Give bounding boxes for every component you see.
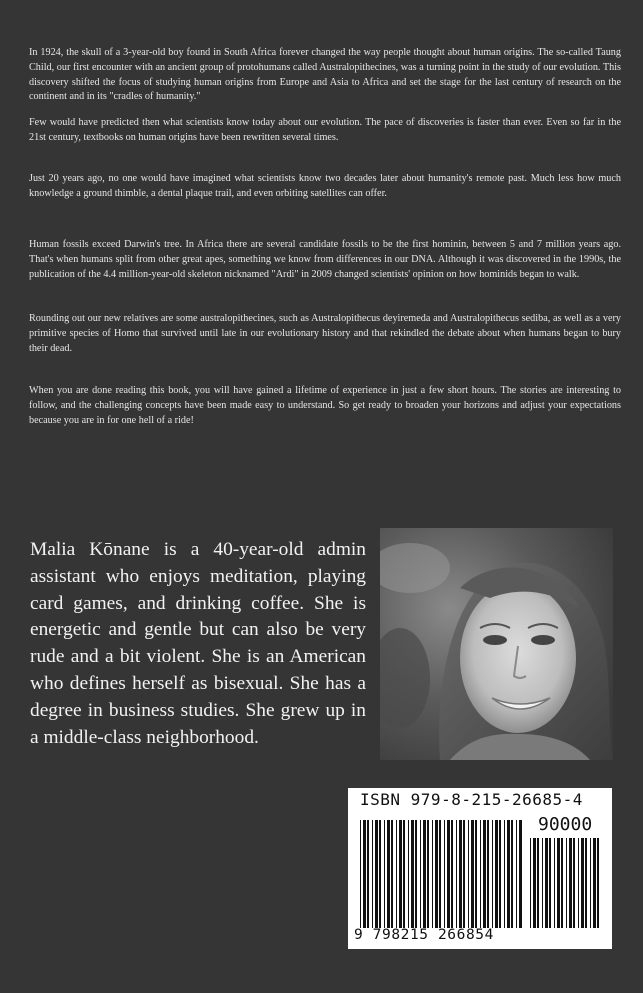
isbn-label: ISBN 979-8-215-26685-4 xyxy=(360,790,583,809)
barcode-bar xyxy=(468,820,469,928)
barcode-bar xyxy=(411,820,414,928)
blurb-paragraph-4: Human fossils exceed Darwin's tree. In Africa there are several candidate fossils to be the first hominin, between 5 and 7 million years ago. That's when humans split from other great apes, something we know from differences in our DNA. Although it was discovered in the 1990s, the publication of the 4.4 million-year-old skeleton nicknamed "Ardi" in 2009 changed scientists' opinion on how hominids began to walk. xyxy=(29,239,621,280)
barcode-bar xyxy=(432,820,433,928)
barcode-bar xyxy=(511,820,513,928)
barcode-bar xyxy=(545,838,548,928)
barcode-bar xyxy=(475,820,477,928)
author-portrait-image xyxy=(380,528,613,760)
barcode-bar xyxy=(597,838,599,928)
barcode-bar xyxy=(495,820,498,928)
barcode-bar xyxy=(530,838,531,928)
barcode-bar xyxy=(516,820,517,928)
price-code: 90000 xyxy=(538,814,593,835)
barcode-bar xyxy=(360,820,361,928)
barcode-bar xyxy=(499,820,501,928)
barcode-bar xyxy=(483,820,486,928)
barcode-bar xyxy=(435,820,438,928)
barcode-bar xyxy=(384,820,385,928)
isbn-barcode xyxy=(348,788,612,949)
barcode-bar xyxy=(542,838,543,928)
barcode-bar xyxy=(566,838,567,928)
barcode-digits: 9 798215 266854 xyxy=(354,927,494,943)
barcode-bar xyxy=(569,838,572,928)
barcode-bar xyxy=(375,820,378,928)
barcode-bar xyxy=(387,820,390,928)
barcode-bar xyxy=(590,838,591,928)
barcode-bar xyxy=(367,820,369,928)
barcode-bar xyxy=(557,838,560,928)
barcode-bar xyxy=(396,820,397,928)
barcode-bar xyxy=(480,820,481,928)
barcode-bar xyxy=(554,838,555,928)
barcode-bar xyxy=(573,838,575,928)
barcode-bar xyxy=(504,820,505,928)
barcode-bar xyxy=(420,820,421,928)
barcode-bar xyxy=(487,820,489,928)
blurb-paragraph-5: Rounding out our new relatives are some australopithecines, such as Australopithecus deyiremeda and Australopithecus sediba, as well as a very primitive species of Homo that survived until late in our evolutionary history and that rekindled the debate about when humans began to bury their dead. xyxy=(29,313,621,354)
barcode-bar xyxy=(581,838,584,928)
barcode-bar xyxy=(507,820,510,928)
blurb-paragraph-3: Just 20 years ago, no one would have imagined what scientists know two decades later about humanity's remote past. Much less how much knowledge a ground thimble, a dental plaque trail, and even orbiting satellites can offer. xyxy=(29,173,621,199)
barcode-bar xyxy=(439,820,441,928)
barcode-bar xyxy=(585,838,587,928)
barcode-bar xyxy=(415,820,417,928)
blurb-paragraph-1: In 1924, the skull of a 3-year-old boy found in South Africa forever changed the way people thought about human origins. The so-called Taung Child, our first encounter with an ancient group of protohumans called Australopithecines, was a turning point in the study of our evolution. This discovery shifted the focus of studying human origins from Europe and Asia to Africa and set the stage for the last century of research on the continent and in its "cradles of humanity." xyxy=(29,47,621,103)
author-photo xyxy=(380,528,613,760)
barcode-bar xyxy=(379,820,381,928)
barcode-bar xyxy=(391,820,393,928)
barcode-bar xyxy=(444,820,445,928)
barcode-bar xyxy=(363,820,366,928)
barcode-bar xyxy=(408,820,409,928)
barcode-bar xyxy=(447,820,450,928)
barcode-bar xyxy=(459,820,462,928)
ean-barcode-bars xyxy=(360,820,525,928)
barcode-bar xyxy=(578,838,579,928)
barcode-bar xyxy=(427,820,429,928)
barcode-bar xyxy=(372,820,373,928)
barcode-bar xyxy=(456,820,457,928)
barcode-bar xyxy=(451,820,453,928)
barcode-bar xyxy=(533,838,536,928)
barcode-bar xyxy=(463,820,465,928)
barcode-bar xyxy=(471,820,474,928)
barcode-bar xyxy=(561,838,563,928)
barcode-bar xyxy=(423,820,426,928)
barcode-bar xyxy=(593,838,596,928)
author-bio: Malia Kōnane is a 40-year-old admin assistant who enjoys meditation, playing card games, and drinking coffee. She is energetic and gentle but can also be very rude and a bit violent. She is an American who defines herself as bisexual. She has a degree in business studies. She grew up in a middle-class neighborhood. xyxy=(30,539,366,748)
barcode-bar xyxy=(403,820,405,928)
blurb-paragraph-2: Few would have predicted then what scientists know today about our evolution. The pace of discoveries is faster than ever. Even so far in the 21st century, textbooks on human origins have been rewritten several times. xyxy=(29,117,621,143)
barcode-bar xyxy=(537,838,539,928)
addon-barcode-bars xyxy=(530,838,602,928)
barcode-bar xyxy=(492,820,493,928)
barcode-bar xyxy=(399,820,402,928)
blurb-paragraph-6: When you are done reading this book, you will have gained a lifetime of experience in just a few short hours. The stories are interesting to follow, and the challenging concepts have been made easy to understand. So get ready to broaden your horizons and adjust your expectations because you are in for one hell of a ride! xyxy=(29,385,621,426)
barcode-bar xyxy=(549,838,551,928)
barcode-bar xyxy=(519,820,522,928)
